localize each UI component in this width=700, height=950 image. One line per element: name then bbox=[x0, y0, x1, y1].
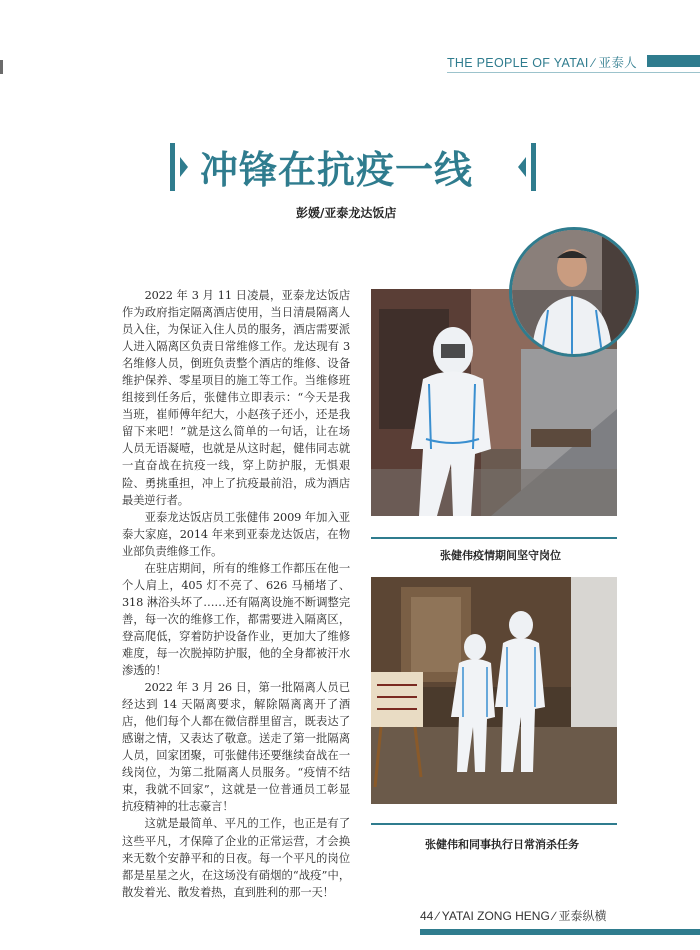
title-right-bracket-icon bbox=[506, 141, 540, 193]
section-header: THE PEOPLE OF YATAI ∕ 亚泰人 bbox=[447, 56, 637, 70]
header-rule bbox=[447, 72, 700, 73]
page-edge-mark bbox=[0, 60, 3, 74]
photo-portrait-inset bbox=[509, 227, 639, 357]
caption-rule bbox=[371, 823, 617, 825]
title-left-bracket-icon bbox=[166, 141, 200, 193]
paragraph: 亚泰龙达饭店员工张健伟 2009 年加入亚泰大家庭，2014 年来到亚泰龙达饭店，在物业部负责维修工作。 bbox=[122, 510, 350, 558]
paragraph: 2022 年 3 月 11 日凌晨，亚泰龙达饭店作为政府指定隔离酒店使用，当日清晨隔离人员入住，为保证入住人员的服务，酒店需要派人进入隔离区负责日常维修工作。龙达现有 3 名维修人员，倒班负责整个酒店的维修、设备维护保养、零星项目的施工等工作。当维修班组接到任务后，张健伟立即表示：“今天是我当班，崔师傅年纪大，小赵孩子还小，还是我留下来吧！”就是这么简单的一句话，让在场人员无语凝噎，也就是从这时起，健伟同志就一直奋战在抗疫一线，穿上防护服，无惧艰险、勇挑重担，冲上了抗疫最前沿，成为酒店最美逆行者。 bbox=[122, 289, 350, 507]
footer-accent-bar bbox=[420, 929, 700, 935]
article-title: 冲锋在抗疫一线 bbox=[200, 148, 474, 192]
photo2-caption: 张健伟和同事执行日常消杀任务 bbox=[425, 838, 579, 851]
paragraph: 2022 年 3 月 26 日，第一批隔离人员已经达到 14 天隔离要求，解除隔离离开了酒店，他们每个人都在微信群里留言，既表达了感谢之情，又表达了敬意。送走了第一批隔离人员，回家团聚，可张健伟还要继续奋战在一线岗位，为第二批隔离人员服务。“疫情不结束，我就不回家”，这就是一位普通员工彰显抗疫精神的壮志豪言！ bbox=[122, 681, 350, 814]
paragraph: 在驻店期间，所有的维修工作都压在他一个人肩上，405 灯不亮了、626 马桶堵了、318 淋浴头坏了……还有隔离设施不断调整完善，每一次的维修工作，都需要进入隔离区，登高爬低，穿着防护设备作业，更加大了维修难度，每一次脱掉防护服，他的全身都被汗水渗透的！ bbox=[122, 561, 350, 678]
article-body bbox=[122, 287, 350, 901]
paragraph: 这就是最简单、平凡的工作，也正是有了这些平凡，才保障了企业的正常运营，才会换来无数个安静平和的日夜。每一个平凡的岗位都是星星之火，在这场没有硝烟的“战疫”中，散发着光、散发着热，直到胜利的那一天！ bbox=[122, 817, 350, 899]
photo-disinfection-task bbox=[371, 577, 617, 804]
caption-rule bbox=[371, 537, 617, 539]
photo1-caption: 张健伟疫情期间坚守岗位 bbox=[440, 549, 561, 562]
article-author: 彭媛/亚泰龙达饭店 bbox=[296, 206, 397, 220]
page-footer: 44 ∕ YATAI ZONG HENG ∕ 亚泰纵横 bbox=[420, 909, 607, 923]
header-accent-bar bbox=[647, 55, 700, 67]
